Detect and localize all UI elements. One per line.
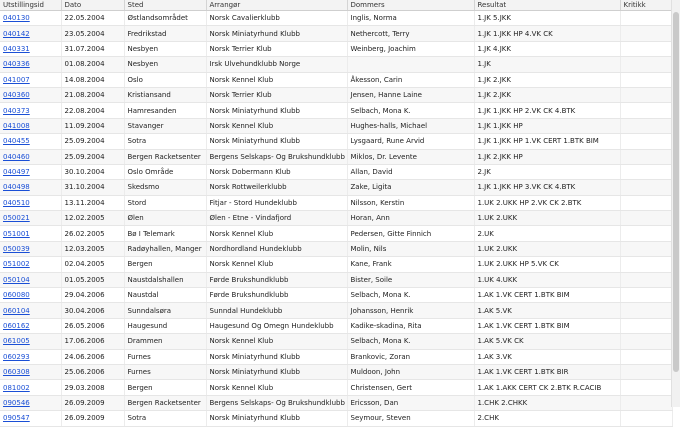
place-cell: Naustdalshallen [124,272,206,287]
result-cell: 1.CHK 2.CHKK [474,395,620,410]
show-id-link[interactable]: 051002 [3,260,30,269]
place-cell: Fredrikstad [124,26,206,41]
table-row [0,241,672,256]
date-cell: 14.08.2004 [61,72,124,87]
column-header-arrangor[interactable]: Arrangør [206,0,347,11]
result-cell: 1.JK 1.JKK HP [474,118,620,133]
id-cell [0,288,61,303]
show-id-link[interactable]: 040336 [3,60,30,69]
judge-cell: Miklos, Dr. Levente [347,149,474,164]
judge-cell: Horan, Ann [347,211,474,226]
show-id-link[interactable]: 040497 [3,168,30,177]
organizer-cell: Ølen - Etne - Vindafjord [206,211,347,226]
place-cell: Hamresanden [124,103,206,118]
judge-cell: Muldoon, John [347,364,474,379]
place-cell: Sotra [124,411,206,426]
judge-cell [347,57,474,72]
organizer-cell: Norsk Terrier Klub [206,87,347,102]
judge-cell: Selbach, Mona K. [347,103,474,118]
date-cell: 02.04.2005 [61,257,124,272]
table-row [0,349,672,364]
date-cell: 25.09.2004 [61,134,124,149]
id-cell [0,395,61,410]
id-cell [0,72,61,87]
place-cell: Stord [124,195,206,210]
table-row [0,211,672,226]
result-cell: 1.JK 2.JKK [474,87,620,102]
table-row [0,364,672,379]
table-row [0,318,672,333]
critique-cell [620,26,672,41]
place-cell: Nesbyen [124,41,206,56]
result-cell: 1.JK 2.JKK HP [474,149,620,164]
id-cell [0,118,61,133]
id-cell [0,241,61,256]
column-header-utstillingsid[interactable]: Utstillingsid [0,0,61,11]
scrollbar-thumb[interactable] [673,12,679,372]
show-id-link[interactable]: 090547 [3,414,30,423]
result-cell: 1.UK 4.UKK [474,272,620,287]
id-cell [0,334,61,349]
critique-cell [620,87,672,102]
place-cell: Kristiansand [124,87,206,102]
result-cell: 1.AK 1.AKK CERT CK 2.BTK R.CACIB [474,380,620,395]
place-cell: Radøyhallen, Manger [124,241,206,256]
id-cell [0,195,61,210]
column-header-dommers[interactable]: Dommers [347,0,474,11]
show-id-link[interactable]: 040510 [3,198,30,207]
critique-cell [620,257,672,272]
judge-cell: Selbach, Mona K. [347,334,474,349]
date-cell: 11.09.2004 [61,118,124,133]
critique-cell [620,318,672,333]
critique-cell [620,241,672,256]
place-cell: Furnes [124,349,206,364]
date-cell: 29.04.2006 [61,288,124,303]
result-cell: 1.JK 1.JKK HP 3.VK CK 4.BTK [474,180,620,195]
show-id-link[interactable]: 040130 [3,14,30,23]
judge-cell: Bister, Soile [347,272,474,287]
table-row [0,57,672,72]
table-row [0,257,672,272]
id-cell [0,164,61,179]
critique-cell [620,11,672,26]
organizer-cell: Norsk Rottweilerklubb [206,180,347,195]
date-cell: 25.09.2004 [61,149,124,164]
show-id-link[interactable]: 050039 [3,245,30,254]
judge-cell: Ericsson, Dan [347,395,474,410]
show-id-link[interactable]: 040460 [3,152,30,161]
id-cell [0,134,61,149]
organizer-cell: Nordhordland Hundeklubb [206,241,347,256]
organizer-cell: Norsk Cavalierklubb [206,11,347,26]
result-cell: 1.UK 2.UKK [474,211,620,226]
judge-cell: Weinberg, Joachim [347,41,474,56]
critique-cell [620,211,672,226]
place-cell: Bergen Racketsenter [124,395,206,410]
judge-cell: Johansson, Henrik [347,303,474,318]
table-row [0,11,672,26]
date-cell: 26.02.2005 [61,226,124,241]
id-cell [0,303,61,318]
place-cell: Furnes [124,364,206,379]
organizer-cell: Norsk Kennel Klub [206,257,347,272]
place-cell: Oslo [124,72,206,87]
show-id-link[interactable]: 040373 [3,106,30,115]
id-cell [0,211,61,226]
place-cell: Haugesund [124,318,206,333]
table-row [0,303,672,318]
show-id-link[interactable]: 050104 [3,275,30,284]
organizer-cell: Sunndal Hundeklubb [206,303,347,318]
show-id-link[interactable]: 041008 [3,121,30,130]
result-cell: 1.JK [474,57,620,72]
date-cell: 01.08.2004 [61,57,124,72]
table-row [0,288,672,303]
judge-cell: Nethercott, Terry [347,26,474,41]
critique-cell [620,57,672,72]
show-id-link[interactable]: 040142 [3,29,30,38]
id-cell [0,41,61,56]
column-header-dato[interactable]: Dato [61,0,124,11]
table-row [0,118,672,133]
organizer-cell: Bergens Selskaps- Og Brukshundklubb [206,395,347,410]
result-cell: 2.CHK [474,411,620,426]
id-cell [0,11,61,26]
critique-cell [620,380,672,395]
id-cell [0,380,61,395]
result-cell: 1.JK 2.JKK [474,72,620,87]
result-cell: 1.JK 4.JKK [474,41,620,56]
critique-cell [620,349,672,364]
judge-cell: Allan, David [347,164,474,179]
judge-cell: Seymour, Steven [347,411,474,426]
organizer-cell: Norsk Kennel Klub [206,380,347,395]
date-cell: 22.08.2004 [61,103,124,118]
judge-cell: Lysgaard, Rune Arvid [347,134,474,149]
critique-cell [620,118,672,133]
id-cell [0,226,61,241]
critique-cell [620,134,672,149]
judge-cell: Brankovic, Zoran [347,349,474,364]
organizer-cell: Norsk Kennel Klub [206,334,347,349]
show-id-link[interactable]: 040360 [3,91,30,100]
header-row [0,0,672,11]
table-row [0,149,672,164]
judge-cell: Nilsson, Kerstin [347,195,474,210]
organizer-cell: Bergens Selskaps- Og Brukshundklubb [206,149,347,164]
result-cell: 1.AK 5.VK CK [474,334,620,349]
show-id-link[interactable]: 081002 [3,383,30,392]
date-cell: 29.03.2008 [61,380,124,395]
result-cell: 1.AK 1.VK CERT 1.BTK BIM [474,318,620,333]
place-cell: Naustdal [124,288,206,303]
id-cell [0,411,61,426]
show-id-link[interactable]: 060293 [3,352,30,361]
organizer-cell: Førde Brukshundklubb [206,288,347,303]
judge-cell: Kane, Frank [347,257,474,272]
judge-cell: Jensen, Hanne Laine [347,87,474,102]
result-cell: 1.AK 1.VK CERT 1.BTK BIR [474,364,620,379]
judge-cell: Christensen, Gert [347,380,474,395]
date-cell: 31.07.2004 [61,41,124,56]
column-header-resultat[interactable]: Resultat [474,0,620,11]
show-id-link[interactable]: 050021 [3,214,30,223]
date-cell: 24.06.2006 [61,349,124,364]
judge-cell: Inglis, Norma [347,11,474,26]
id-cell [0,26,61,41]
table-row [0,41,672,56]
show-id-link[interactable]: 060308 [3,368,30,377]
table-row [0,134,672,149]
show-id-link[interactable]: 090546 [3,398,30,407]
result-cell: 1.JK 5.JKK [474,11,620,26]
date-cell: 21.08.2004 [61,87,124,102]
judge-cell: Åkesson, Carin [347,72,474,87]
organizer-cell: Haugesund Og Omegn Hundeklubb [206,318,347,333]
critique-cell [620,288,672,303]
table-row [0,226,672,241]
result-cell: 1.AK 3.VK [474,349,620,364]
result-cell: 1.UK 2.UKK HP 5.VK CK [474,257,620,272]
place-cell: Bergen Racketsenter [124,149,206,164]
table-header [0,0,672,11]
date-cell: 26.09.2009 [61,411,124,426]
show-id-link[interactable]: 060104 [3,306,30,315]
table-row [0,164,672,179]
critique-cell [620,103,672,118]
table-row [0,195,672,210]
table-body [0,11,672,427]
place-cell: Østlandsområdet [124,11,206,26]
date-cell: 01.05.2005 [61,272,124,287]
table-row [0,26,672,41]
place-cell: Skedsmo [124,180,206,195]
table-row [0,411,672,426]
show-id-link[interactable]: 040331 [3,44,30,53]
table-row [0,103,672,118]
date-cell: 30.10.2004 [61,164,124,179]
critique-cell [620,164,672,179]
date-cell: 26.05.2006 [61,318,124,333]
organizer-cell: Norsk Miniatyrhund Klubb [206,349,347,364]
id-cell [0,364,61,379]
vertical-scrollbar[interactable] [671,0,680,407]
id-cell [0,149,61,164]
date-cell: 17.06.2006 [61,334,124,349]
date-cell: 12.02.2005 [61,211,124,226]
date-cell: 13.11.2004 [61,195,124,210]
result-cell: 1.AK 5.VK [474,303,620,318]
place-cell: Bergen [124,380,206,395]
table-row [0,72,672,87]
organizer-cell: Norsk Kennel Klub [206,226,347,241]
result-cell: 1.JK 1.JKK HP 1.VK CERT 1.BTK BIM [474,134,620,149]
id-cell [0,180,61,195]
place-cell: Stavanger [124,118,206,133]
place-cell: Drammen [124,334,206,349]
organizer-cell: Norsk Kennel Klub [206,72,347,87]
critique-cell [620,226,672,241]
judge-cell: Pedersen, Gitte Finnich [347,226,474,241]
show-id-link[interactable]: 060162 [3,322,30,330]
result-cell: 1.UK 2.UKK HP 2.VK CK 2.BTK [474,195,620,210]
column-header-sted[interactable]: Sted [124,0,206,11]
id-cell [0,57,61,72]
show-id-link[interactable]: 040455 [3,137,30,146]
date-cell: 22.05.2004 [61,11,124,26]
critique-cell [620,72,672,87]
id-cell [0,272,61,287]
column-header-kritikk[interactable]: Kritikk [620,0,672,11]
critique-cell [620,272,672,287]
critique-cell [620,195,672,210]
show-id-link[interactable]: 060080 [3,291,30,300]
table-row [0,334,672,349]
show-id-link[interactable]: 041007 [3,75,30,84]
organizer-cell: Norsk Miniatyrhund Klubb [206,364,347,379]
organizer-cell: Norsk Miniatyrhund Klubb [206,103,347,118]
table-row [0,87,672,102]
id-cell [0,349,61,364]
critique-cell [620,41,672,56]
result-cell: 2.UK [474,226,620,241]
critique-cell [620,364,672,379]
table-row [0,272,672,287]
place-cell: Sunndalsøra [124,303,206,318]
date-cell: 30.04.2006 [61,303,124,318]
result-cell: 2.JK [474,164,620,179]
organizer-cell: Norsk Miniatyrhund Klubb [206,134,347,149]
id-cell [0,103,61,118]
table-row [0,180,672,195]
organizer-cell: Fitjar - Stord Hundeklubb [206,195,347,210]
organizer-cell: Irsk Ulvehundklubb Norge [206,57,347,72]
id-cell [0,257,61,272]
place-cell: Ølen [124,211,206,226]
critique-cell [620,180,672,195]
result-cell: 1.UK 2.UKK [474,241,620,256]
table-row [0,380,672,395]
place-cell: Bø I Telemark [124,226,206,241]
result-cell: 1.AK 1.VK CERT 1.BTK BIM [474,288,620,303]
organizer-cell: Norsk Miniatyrhund Klubb [206,26,347,41]
judge-cell: Kadike-skadina, Rita [347,318,474,333]
place-cell: Bergen [124,257,206,272]
critique-cell [620,395,672,410]
place-cell: Sotra [124,134,206,149]
place-cell: Nesbyen [124,57,206,72]
show-id-link[interactable]: 061005 [3,337,30,346]
organizer-cell: Norsk Miniatyrhund Klubb [206,411,347,426]
id-cell [0,87,61,102]
critique-cell [620,149,672,164]
show-id-link[interactable]: 040498 [3,183,30,192]
date-cell: 23.05.2004 [61,26,124,41]
date-cell: 26.09.2009 [61,395,124,410]
judge-cell: Zake, Ligita [347,180,474,195]
result-cell: 1.JK 1.JKK HP 2.VK CK 4.BTK [474,103,620,118]
organizer-cell: Norsk Kennel Klub [206,118,347,133]
result-cell: 1.JK 1.JKK HP 4.VK CK [474,26,620,41]
critique-cell [620,334,672,349]
place-cell: Oslo Område [124,164,206,179]
organizer-cell: Førde Brukshundklubb [206,272,347,287]
judge-cell: Hughes-halls, Michael [347,118,474,133]
critique-cell [620,411,672,426]
id-cell [0,318,61,333]
table-row [0,395,672,410]
organizer-cell: Norsk Dobermann Klub [206,164,347,179]
date-cell: 31.10.2004 [61,180,124,195]
date-cell: 12.03.2005 [61,241,124,256]
judge-cell: Molin, Nils [347,241,474,256]
judge-cell: Selbach, Mona K. [347,288,474,303]
critique-cell [620,303,672,318]
show-id-link[interactable]: 051001 [3,229,30,238]
date-cell: 25.06.2006 [61,364,124,379]
organizer-cell: Norsk Terrier Klub [206,41,347,56]
